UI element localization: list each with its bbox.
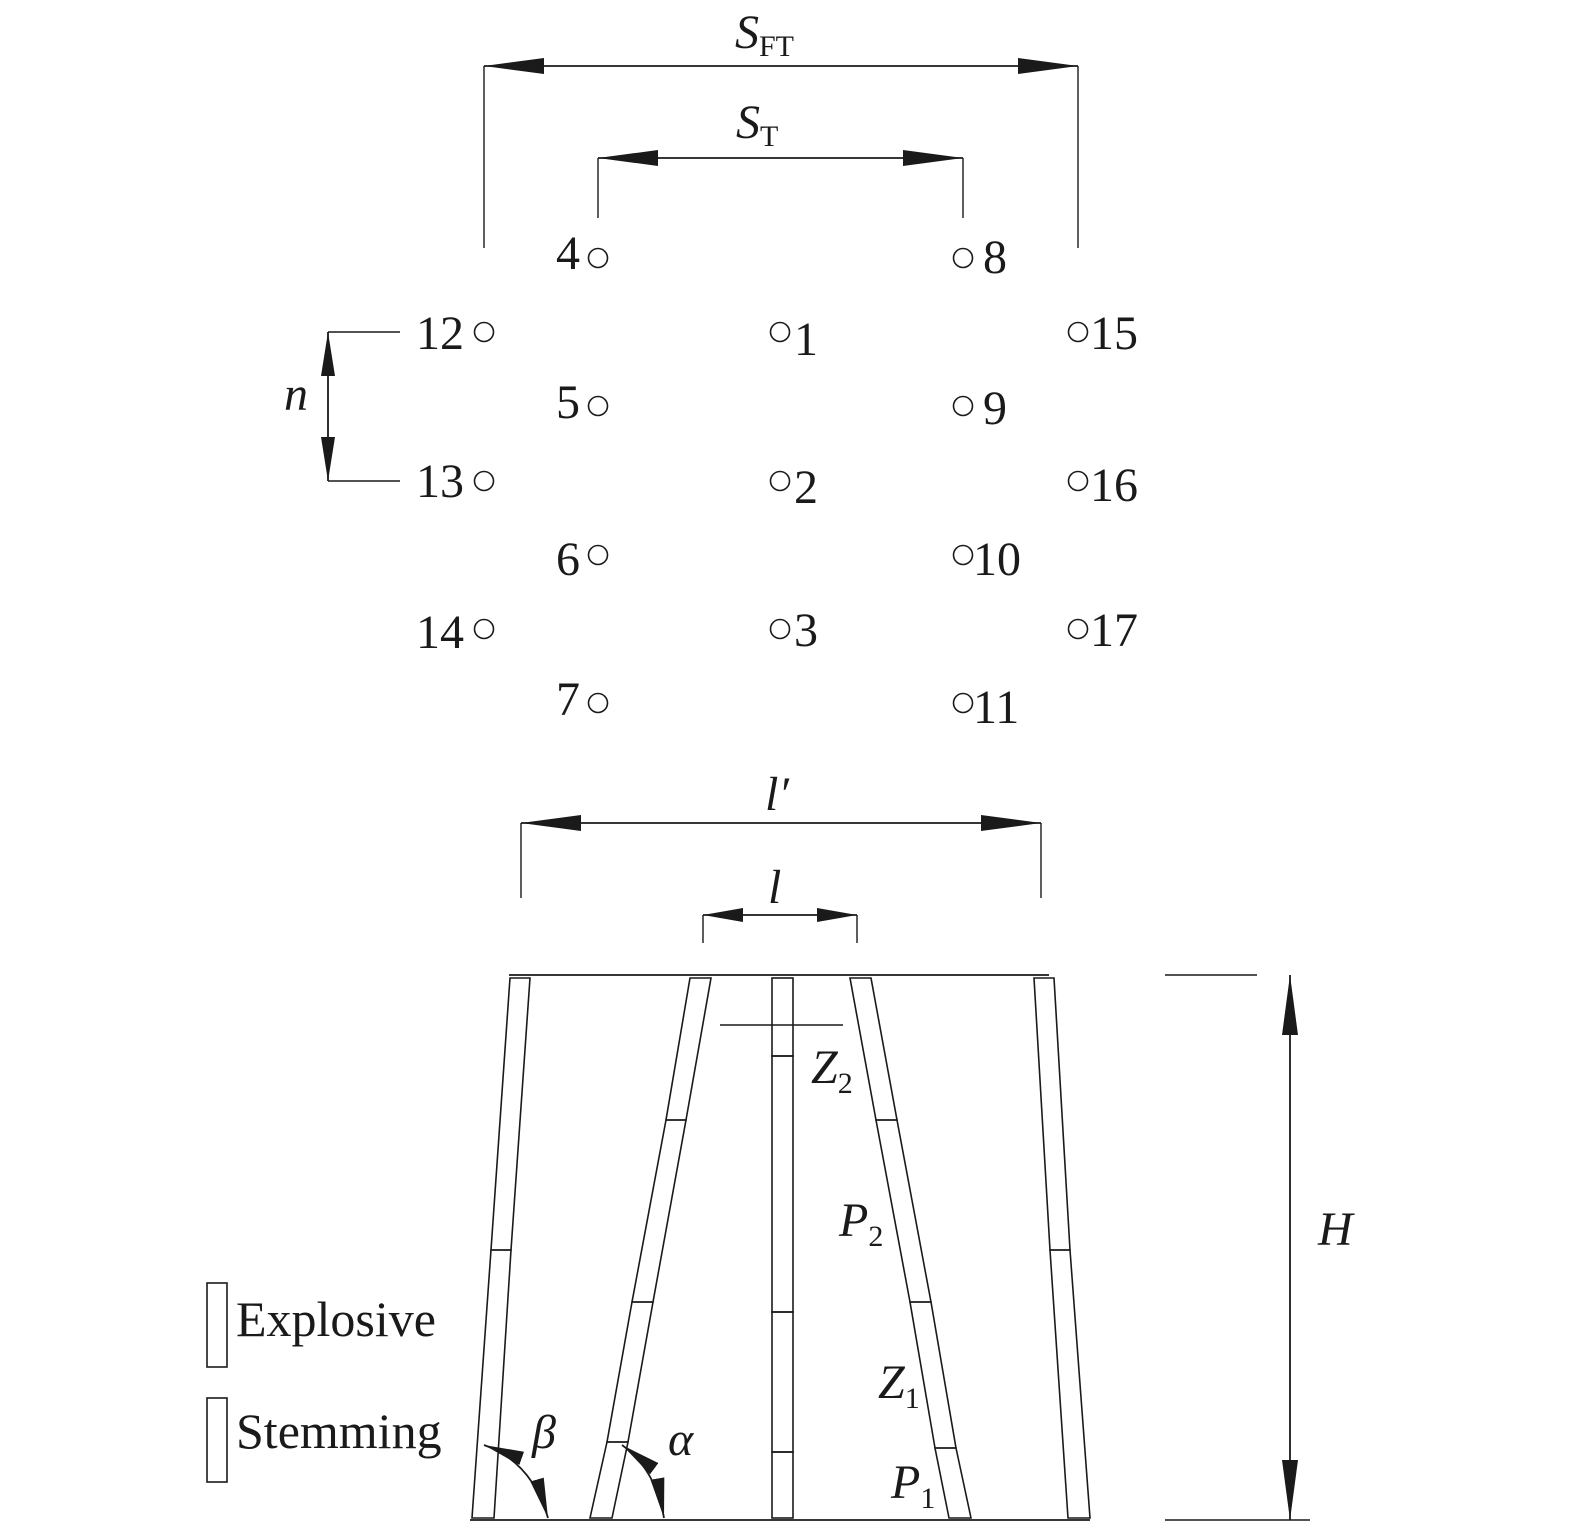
explosive-charge xyxy=(772,1312,793,1452)
hole-label-14: 14 xyxy=(416,606,464,659)
h-dimension xyxy=(1165,975,1355,1520)
l-prime-label: l′ xyxy=(765,768,789,821)
h-label: H xyxy=(1318,1203,1353,1256)
sft-label: SFT xyxy=(735,6,795,63)
hole-label-15: 15 xyxy=(1090,307,1138,360)
section-view xyxy=(470,768,1355,1520)
hole-label-12: 12 xyxy=(416,307,464,360)
hole-1 xyxy=(771,323,790,342)
legend-stemming-label: Stemming xyxy=(236,1403,442,1459)
hole-label-13: 13 xyxy=(416,455,464,508)
stemming-charge xyxy=(772,1056,793,1312)
hole-label-17: 17 xyxy=(1090,604,1138,657)
hole-label-10: 10 xyxy=(973,533,1021,586)
hole-label-4: 4 xyxy=(556,227,580,280)
hole-2 xyxy=(771,472,790,491)
hole-12 xyxy=(475,323,494,342)
alpha-label: α xyxy=(668,1413,694,1466)
explosive-charge xyxy=(772,978,793,1056)
plan-view xyxy=(284,6,1138,734)
explosive-charge xyxy=(910,1302,956,1448)
hole-11 xyxy=(954,694,973,713)
hole-15 xyxy=(1069,323,1088,342)
hole-label-6: 6 xyxy=(556,533,580,586)
hole-label-1: 1 xyxy=(794,313,818,366)
beta-label: β xyxy=(532,1406,556,1459)
legend-stemming-swatch xyxy=(207,1398,227,1482)
explosive-charge xyxy=(607,1302,653,1442)
hole-column-center xyxy=(772,978,793,1518)
hole-label-2: 2 xyxy=(794,461,818,514)
legend-explosive-label: Explosive xyxy=(236,1291,436,1347)
hole-16 xyxy=(1069,472,1088,491)
hole-7 xyxy=(589,694,608,713)
hole-8 xyxy=(954,249,973,268)
hole-6 xyxy=(589,546,608,565)
st-label: ST xyxy=(736,96,779,153)
hole-label-8: 8 xyxy=(983,231,1007,284)
hole-column-left-outer xyxy=(472,978,530,1518)
alpha-angle-arc xyxy=(622,1445,664,1518)
explosive-charge xyxy=(850,978,897,1120)
hole-label-5: 5 xyxy=(556,376,580,429)
explosive-charge xyxy=(666,978,711,1120)
legend-explosive-swatch xyxy=(207,1283,227,1367)
stemming-charge xyxy=(1050,1250,1090,1518)
hole-label-9: 9 xyxy=(983,382,1007,435)
hole-10 xyxy=(954,546,973,565)
hole-13 xyxy=(475,472,494,491)
stemming-charge xyxy=(876,1120,931,1302)
n-label: n xyxy=(284,368,308,421)
stemming-charge xyxy=(632,1120,686,1302)
stemming-charge xyxy=(472,1250,511,1518)
n-dimension xyxy=(284,332,400,481)
hole-label-16: 16 xyxy=(1090,459,1138,512)
hole-14 xyxy=(475,620,494,639)
sft-dimension xyxy=(484,6,1078,248)
hole-label-11: 11 xyxy=(973,681,1020,734)
legend xyxy=(207,1283,442,1482)
p2-label: $P_2$ xyxy=(839,1194,884,1253)
hole-17 xyxy=(1069,620,1088,639)
hole-grid xyxy=(416,227,1138,734)
z1-label: $Z_1$ xyxy=(878,1356,920,1415)
p1-label: $P_1$ xyxy=(891,1456,936,1515)
hole-9 xyxy=(954,397,973,416)
l-label: l xyxy=(768,861,782,914)
hole-column-right-outer xyxy=(1034,978,1090,1518)
hole-label-3: 3 xyxy=(794,604,818,657)
stemming-charge xyxy=(772,1452,793,1518)
z2-label: $Z_2$ xyxy=(811,1041,853,1100)
st-dimension xyxy=(598,96,963,218)
stemming-charge xyxy=(590,1442,628,1518)
stemming-charge xyxy=(935,1448,971,1518)
hole-4 xyxy=(589,249,608,268)
explosive-charge xyxy=(1034,978,1070,1250)
hole-label-7: 7 xyxy=(556,673,580,726)
l-dimension xyxy=(703,861,857,943)
hole-3 xyxy=(771,620,790,639)
hole-5 xyxy=(589,397,608,416)
explosive-charge xyxy=(491,978,530,1250)
